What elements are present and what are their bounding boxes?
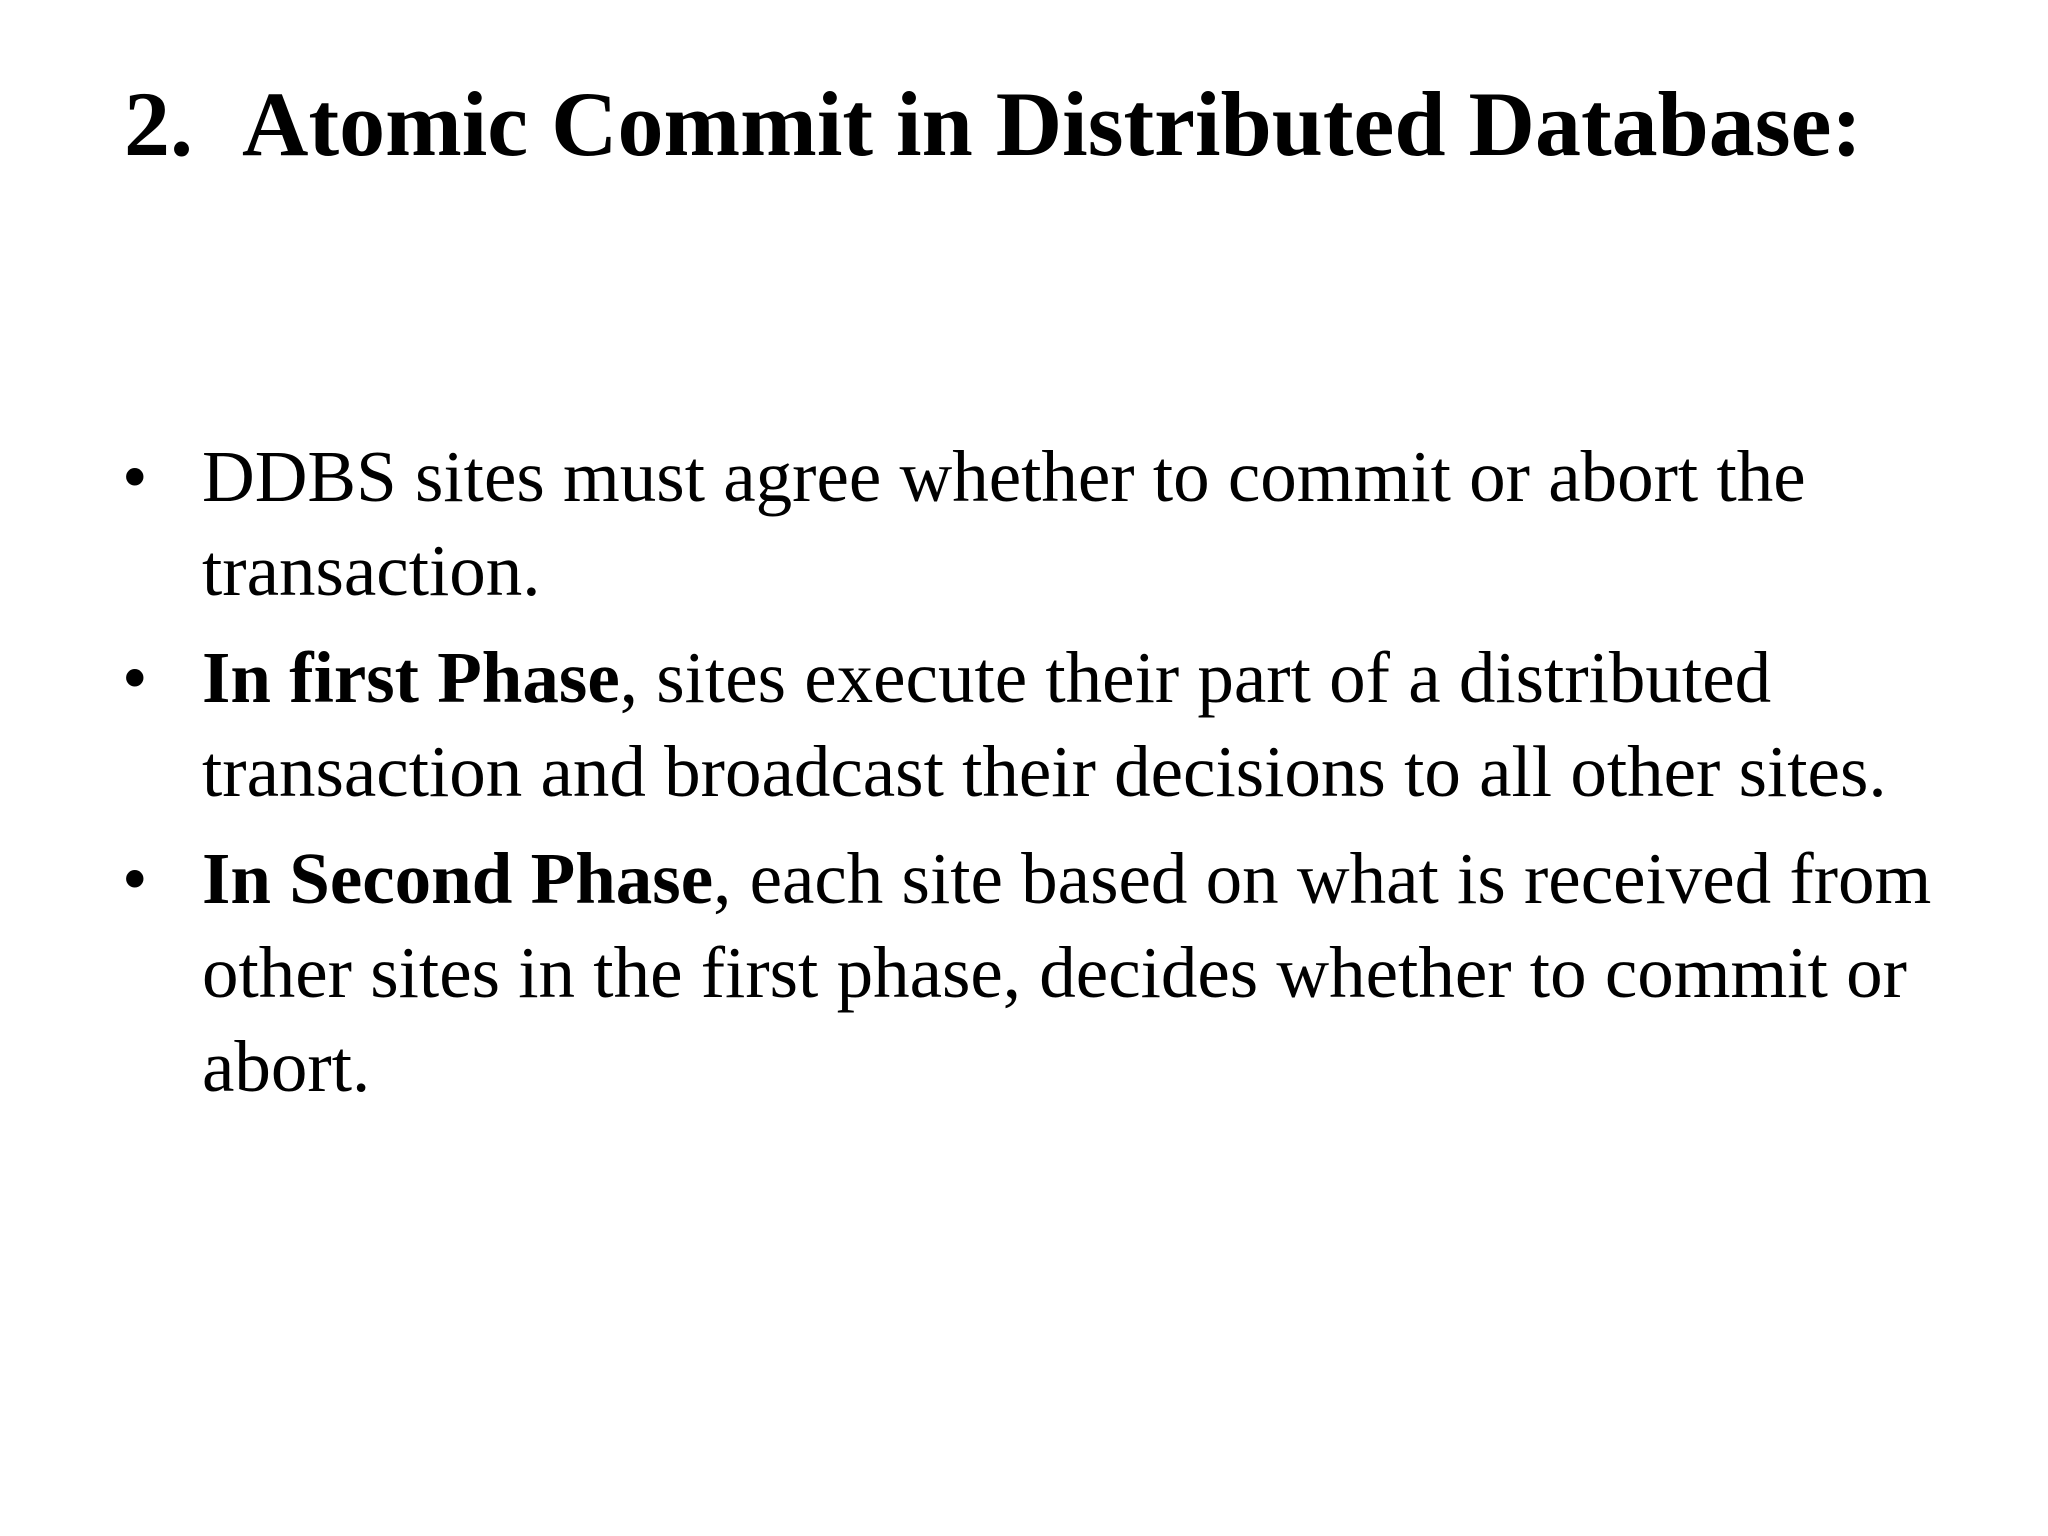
bullet-item: [122, 430, 2002, 618]
title-number: 2.: [124, 73, 193, 175]
bullet-icon: •: [122, 637, 148, 718]
bullet-icon: •: [122, 838, 148, 919]
bullet-item: [122, 631, 2002, 819]
bullet-text: [202, 637, 1887, 812]
bullet-text: [202, 436, 1806, 611]
bullet-lead: In first Phase: [202, 637, 620, 718]
bullet-body: , sites execute their part of a distributed transaction and broadcast their decisions to all other sites.: [202, 637, 1887, 812]
bullet-text: [202, 838, 1931, 1107]
bullet-body: DDBS sites must agree whether to commit or abort the transaction.: [202, 436, 1806, 611]
bullet-icon: •: [122, 436, 148, 517]
bullet-list: [122, 430, 2002, 1127]
slide-title: [124, 72, 1862, 178]
bullet-item: [122, 832, 2002, 1114]
bullet-lead: In Second Phase: [202, 838, 714, 919]
title-text: Atomic Commit in Distributed Database:: [242, 73, 1863, 175]
bullet-body: , each site based on what is received from other sites in the first phase, decides whether to commit or abort.: [202, 838, 1932, 1107]
